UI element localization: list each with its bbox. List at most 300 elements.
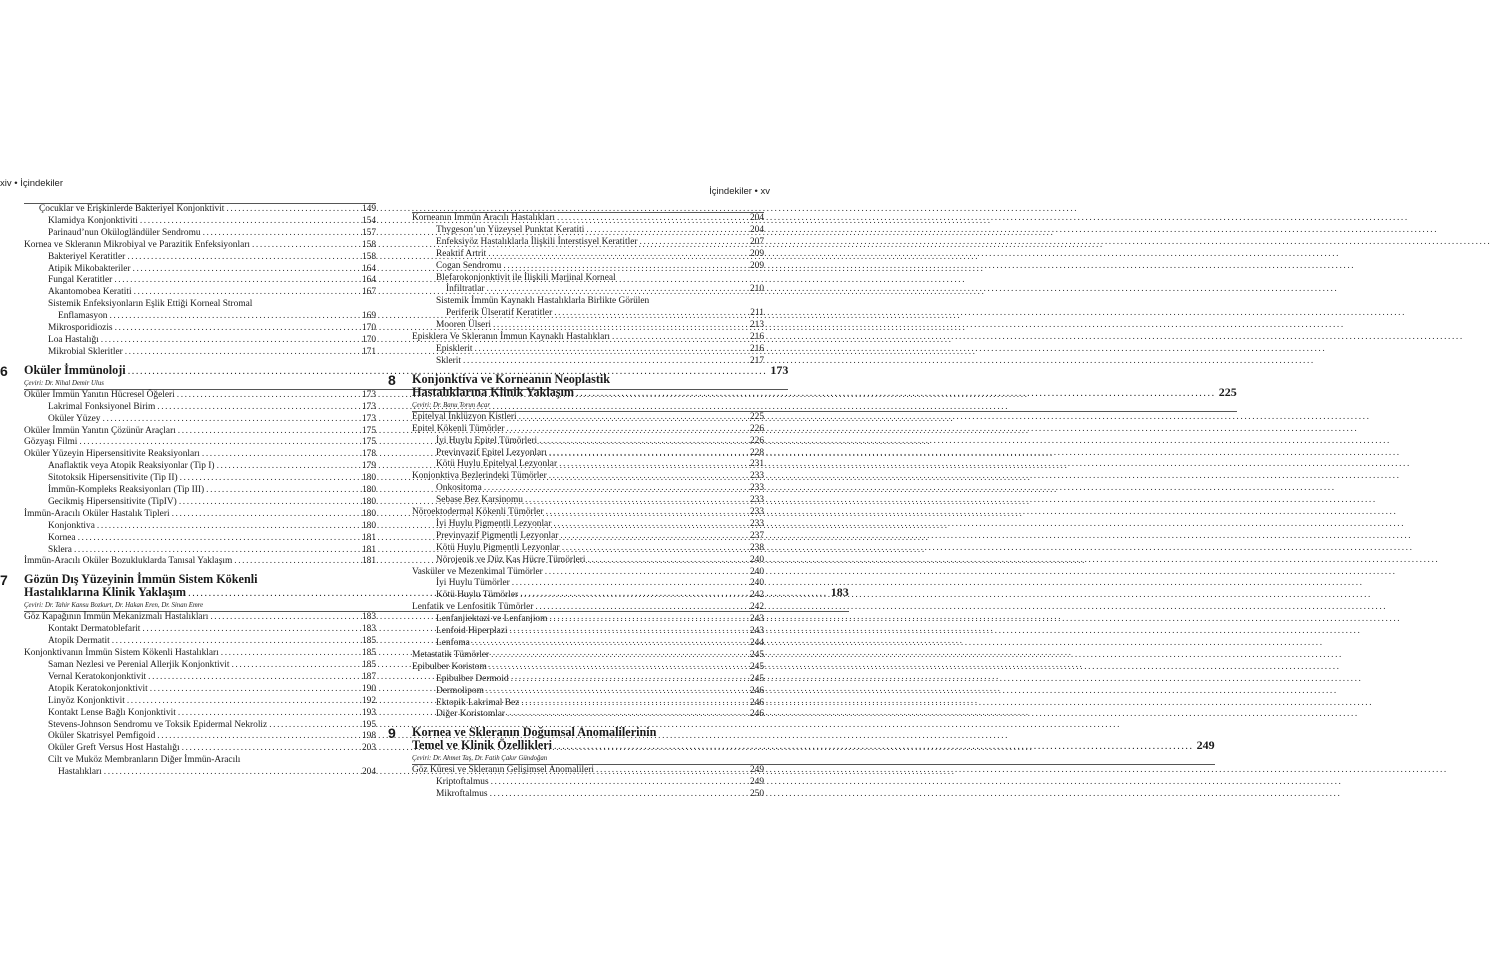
toc-entry[interactable] <box>412 495 764 507</box>
leader-dots <box>596 765 748 777</box>
leader-dots <box>269 720 360 732</box>
entry-title: Cogan Sendromu <box>436 260 502 271</box>
page-number: 198 <box>361 731 376 742</box>
entry-title: Hastalıkları <box>58 767 102 778</box>
toc-entry[interactable] <box>24 485 376 497</box>
toc-entry[interactable] <box>412 424 764 436</box>
chapter-9 <box>388 725 1215 801</box>
toc-entry[interactable] <box>412 308 764 320</box>
toc-entry[interactable] <box>412 567 764 579</box>
entry-title: İmmün-Aracılı Oküler Bozukluklarda Tanısal Yaklaşım <box>24 556 233 567</box>
page-number: 185 <box>361 660 376 670</box>
entry-title: Korneanın İmmün Aracılı Hastalıkları <box>412 213 555 223</box>
page-number: 250 <box>749 789 764 800</box>
translator-credit: Çeviri: Dr. Tahir Kansu Bozkurt, Dr. Hakan Eren, Dr. Sinan Emre <box>24 601 849 612</box>
toc-entry[interactable] <box>412 578 764 590</box>
leader-dots <box>535 602 748 614</box>
leader-dots <box>549 614 748 626</box>
entry-title: Anaflaktik veya Atopik Reaksiyonlar (Tip I) <box>48 461 215 472</box>
entry-title: Nörojenik ve Düz Kas Hücre Tümörleri <box>436 554 586 565</box>
toc-entry[interactable] <box>24 660 376 672</box>
toc-entry[interactable] <box>412 614 764 626</box>
toc-entry[interactable] <box>24 347 376 359</box>
leader-dots <box>203 228 360 240</box>
toc-entry[interactable] <box>24 216 376 228</box>
page-number: 204 <box>361 767 376 778</box>
entry-title: Fungal Keratitler <box>48 275 113 286</box>
toc-entry[interactable] <box>24 203 376 216</box>
toc-entry[interactable] <box>24 414 376 426</box>
toc-entry[interactable] <box>24 533 376 545</box>
page-number: 157 <box>361 227 376 238</box>
toc-entry[interactable] <box>24 287 376 299</box>
leader-dots <box>507 424 748 436</box>
toc-entry[interactable] <box>24 461 376 473</box>
toc-entry[interactable] <box>412 436 764 448</box>
leader-dots <box>221 648 360 660</box>
entry-title: Oküler Yüzeyin Hipersensitivite Reaksiyonları <box>24 449 200 460</box>
entry-title: Lenfoma <box>436 638 470 648</box>
leader-dots <box>210 612 360 624</box>
toc-entry[interactable] <box>412 237 764 249</box>
page-number: 228 <box>749 447 764 458</box>
page-number: 209 <box>749 248 764 259</box>
entry-title: Oküler İmmün Yanıtın Hücresel Öğeleri <box>24 389 175 400</box>
toc-entry[interactable] <box>412 332 764 344</box>
toc-entry[interactable] <box>412 698 764 710</box>
toc-entry[interactable] <box>24 473 376 485</box>
page-number: 185 <box>361 636 376 647</box>
chapter-page: 225 <box>1218 384 1237 399</box>
page-number: 231 <box>749 459 764 470</box>
chapter-number: 8 <box>388 371 396 388</box>
entry-title: Atopik Keratokonjonktivit <box>48 683 148 694</box>
page-number: 246 <box>749 685 764 696</box>
entry-title: Enflamasyon <box>58 311 108 322</box>
toc-entry[interactable] <box>412 483 764 495</box>
leader-dots <box>493 320 748 332</box>
leader-dots <box>178 426 360 438</box>
page-number: 178 <box>361 449 376 460</box>
leader-dots <box>179 497 360 509</box>
leader-dots <box>234 556 360 568</box>
toc-entry-line[interactable]: Sistemik Enfeksiyonların Eşlik Ettiği Korneal Stromal <box>48 299 253 310</box>
leader-dots <box>539 436 748 448</box>
leader-dots <box>559 459 748 471</box>
running-head-right: İçindekiler • xv <box>709 186 770 197</box>
entry-title: Previnvazif Pigmentli Lezyonlar <box>436 530 559 541</box>
running-head-left: xiv • İçindekiler <box>0 178 63 189</box>
toc-entry[interactable] <box>24 275 376 287</box>
entry-title: Vasküler ve Mezenkimal Tümörler <box>412 566 543 577</box>
toc-entry[interactable] <box>24 612 376 624</box>
chapter-title: Konjonktiva ve Korneanın Neoplastik <box>412 371 611 386</box>
entry-title: İmmün-Kompleks Reaksiyonları (Tip III) <box>48 485 205 496</box>
toc-entry[interactable] <box>24 672 376 684</box>
page-number: 238 <box>749 542 764 553</box>
page-number: 180 <box>361 473 376 484</box>
toc-entry[interactable] <box>24 636 376 648</box>
page-number: 149 <box>361 204 376 214</box>
page-number: 246 <box>749 697 764 708</box>
page-number: 217 <box>749 355 764 366</box>
entry-title: Dermolipom <box>436 685 484 696</box>
page-number: 175 <box>361 437 376 448</box>
leader-dots <box>178 708 360 720</box>
entry-title: Göz Kapağının İmmün Mekanizmalı Hastalıkları <box>24 612 209 623</box>
leader-dots <box>97 521 360 533</box>
leader-dots <box>553 519 748 531</box>
chapter-heading[interactable] <box>388 725 1215 765</box>
leader-dots <box>177 390 360 402</box>
toc-entry[interactable] <box>24 449 376 461</box>
page-number: 246 <box>749 709 764 720</box>
toc-entry[interactable] <box>412 765 764 777</box>
page-number: 183 <box>361 624 376 635</box>
toc-entry[interactable] <box>412 590 764 602</box>
entry-title: Konjonktiva <box>48 520 95 531</box>
toc-entry[interactable] <box>24 545 376 557</box>
entry-title: Mikrosporidiozis <box>48 323 113 334</box>
page-number: 203 <box>361 743 376 754</box>
toc-entry[interactable] <box>412 789 764 801</box>
leader-dots <box>521 698 748 710</box>
entry-title: Lenfatik ve Lenfositik Tümörler <box>412 602 534 613</box>
page-number: 233 <box>749 518 764 529</box>
entry-title: Loa Hastalığı <box>48 334 99 345</box>
entry-title: Kriptoftalmus <box>436 777 489 788</box>
page-number: 233 <box>749 507 764 518</box>
leader-dots <box>172 509 360 521</box>
toc-entry[interactable] <box>24 311 376 323</box>
leader-dots <box>217 461 360 473</box>
toc-entry[interactable] <box>24 708 376 720</box>
page-number: 204 <box>749 213 764 223</box>
page-number: 216 <box>749 332 764 343</box>
leader-dots <box>519 412 748 424</box>
entry-title: İyi Huylu Epitel Tümörleri <box>436 435 538 446</box>
toc-entry[interactable] <box>412 662 764 674</box>
toc-entry[interactable] <box>412 448 764 460</box>
toc-entry[interactable] <box>24 720 376 732</box>
toc-entry[interactable] <box>412 284 764 296</box>
entry-title: Oküler Skatrisyel Pemfigoid <box>48 731 156 742</box>
toc-entry[interactable] <box>412 519 764 531</box>
leader-dots <box>79 437 360 449</box>
entry-title: Thygeson’un Yüzeysel Punktat Keratiti <box>436 224 585 235</box>
leader-dots <box>115 323 360 335</box>
toc-entry[interactable] <box>412 531 764 543</box>
page-number: 167 <box>361 287 376 298</box>
entry-title: Linyöz Konjonktivit <box>48 695 125 706</box>
entry-title: Onkositoma <box>436 483 482 494</box>
page-number: 245 <box>749 661 764 672</box>
page-number: 245 <box>749 673 764 684</box>
page-number: 204 <box>749 224 764 235</box>
page-number: 209 <box>749 260 764 271</box>
toc-entry[interactable] <box>412 777 764 789</box>
entry-title: Sebase Bez Karsinomu <box>436 495 523 506</box>
toc-entry[interactable] <box>412 555 764 567</box>
chapter-title-text: Hastalıklarına Klinik Yaklaşım <box>24 585 187 600</box>
page-number: 181 <box>361 556 376 567</box>
toc-entry[interactable] <box>412 650 764 662</box>
leader-dots <box>472 638 748 650</box>
page-number: 192 <box>361 695 376 706</box>
toc-entry[interactable] <box>412 507 764 519</box>
leader-dots <box>157 402 360 414</box>
entry-title: Sklerit <box>436 355 461 366</box>
chapter-title-block <box>412 373 1237 412</box>
toc-entry[interactable] <box>412 686 764 698</box>
entry-title: Periferik Ülseratif Keratitler <box>446 308 553 319</box>
leader-dots <box>510 626 748 638</box>
leader-dots <box>180 473 360 485</box>
leader-dots <box>554 308 748 320</box>
toc-entry[interactable] <box>412 638 764 650</box>
chapter-title-text: Oküler İmmünoloji <box>24 362 126 377</box>
leader-dots <box>157 731 360 743</box>
page-number: 181 <box>361 544 376 555</box>
leader-dots <box>560 531 748 543</box>
page-number: 158 <box>361 239 376 250</box>
toc-entry[interactable] <box>24 648 376 660</box>
page-number: 170 <box>361 334 376 345</box>
page-number: 207 <box>749 236 764 247</box>
leader-dots <box>114 275 360 287</box>
toc-entry[interactable] <box>24 390 376 402</box>
entry-title: Epibulber Koristom <box>412 661 487 672</box>
page-number: 175 <box>361 425 376 436</box>
page-number: 169 <box>361 311 376 322</box>
page-number: 237 <box>749 530 764 541</box>
toc-entry[interactable] <box>412 212 764 225</box>
chapter-page: 249 <box>1196 738 1215 753</box>
leader-dots <box>503 261 748 273</box>
leader-dots <box>554 740 1194 753</box>
toc-entry[interactable] <box>24 252 376 264</box>
entry-title: Kötü Huylu Epitelyal Lezyonlar <box>436 459 558 470</box>
toc-entry[interactable] <box>412 709 764 721</box>
page-number: 164 <box>361 275 376 286</box>
entry-title: Klamidya Konjonktiviti <box>48 215 138 226</box>
chapter-title: Gözün Dış Yüzeyinin İmmün Sistem Kökenli <box>24 572 258 587</box>
leader-dots <box>231 660 359 672</box>
page-number: 180 <box>361 508 376 519</box>
chapter-title: Kornea ve Skleranın Doğumsal Anomalilerinin <box>412 725 657 740</box>
entry-title: Bakteriyel Keratitler <box>48 251 126 262</box>
chapter-page: 173 <box>770 362 789 377</box>
entry-title: Stevens-Johnson Sendromu ve Toksik Epidermal Nekroliz <box>48 719 268 730</box>
entry-title: Kontakt Lense Bağlı Konjonktivit <box>48 707 176 718</box>
entry-title: Sitotoksik Hipersensitivite (Tip II) <box>48 473 178 484</box>
toc-entry[interactable] <box>24 509 376 521</box>
leader-dots <box>127 252 360 264</box>
page-number: 244 <box>749 638 764 648</box>
toc-entry[interactable] <box>24 556 376 568</box>
leader-dots <box>588 555 748 567</box>
toc-entry[interactable] <box>412 459 764 471</box>
leader-dots <box>486 686 748 698</box>
leader-dots <box>125 347 360 359</box>
entry-title: Epitel Kökenli Tümörler <box>412 423 505 434</box>
toc-entry[interactable] <box>24 402 376 414</box>
leader-dots <box>489 662 748 674</box>
translator-credit: Çeviri: Dr. Nihal Demir Ulus <box>24 379 788 390</box>
toc-entry[interactable] <box>24 521 376 533</box>
leader-dots <box>182 743 360 755</box>
entry-title: Mikroftalmus <box>436 789 488 800</box>
page-number: 233 <box>749 471 764 482</box>
toc-entry-line[interactable]: Blefarokonjonktivit ile İlişkili Marjinal Korneal <box>436 272 616 283</box>
entry-title: Kötü Huylu Pigmentli Lezyonlar <box>436 542 560 553</box>
page-number: 173 <box>361 401 376 412</box>
page-number: 183 <box>361 612 376 623</box>
entry-title: Episklerit <box>436 343 473 354</box>
page-number: 179 <box>361 461 376 472</box>
entry-title: Konjonktivanın İmmün Sistem Kökenli Hastalıkları <box>24 648 219 659</box>
entry-title: Kornea ve Skleranın Mikrobiyal ve Parazitik Enfeksiyonları <box>24 239 250 250</box>
toc-entry[interactable] <box>24 264 376 276</box>
page-number: 187 <box>361 671 376 682</box>
chapter-number: 6 <box>0 362 8 379</box>
toc-entry-line[interactable]: Cilt ve Muköz Membranların Diğer İmmün-Aracılı <box>48 755 241 766</box>
toc-entry-line[interactable]: Sistemik İmmün Kaynaklı Hastalıklarla Birlikte Görülen <box>436 296 650 307</box>
toc-entry[interactable] <box>412 543 764 555</box>
entry-title: Atopik Dermatit <box>48 636 110 647</box>
toc-entry[interactable] <box>24 228 376 240</box>
page-number: 170 <box>361 323 376 334</box>
page-number: 173 <box>361 389 376 400</box>
toc-entry[interactable] <box>412 249 764 261</box>
toc-entry[interactable] <box>24 624 376 636</box>
leader-dots <box>148 672 360 684</box>
page-number: 180 <box>361 520 376 531</box>
entry-title: Oküler İmmün Yanıtın Çözünür Araçları <box>24 425 176 436</box>
toc-entry[interactable] <box>412 261 764 273</box>
toc-entry[interactable] <box>412 356 764 368</box>
entry-title: Akantomobea Keratiti <box>48 287 132 298</box>
page-number: 216 <box>749 343 764 354</box>
entry-title: Kötü Huylu Tümörler <box>436 590 519 601</box>
leader-dots <box>562 543 748 555</box>
toc-entry[interactable] <box>412 602 764 614</box>
leader-dots <box>546 507 748 519</box>
leader-dots <box>109 311 359 323</box>
toc-entry[interactable] <box>24 497 376 509</box>
leader-dots <box>474 344 747 356</box>
entry-title: Sklera <box>48 544 72 555</box>
toc-entry[interactable] <box>24 743 376 755</box>
entry-title: Atipik Mikobakteriler <box>48 263 131 274</box>
leader-dots <box>507 709 748 721</box>
entry-title: Epitelyal İnklüzyon Kistleri <box>412 411 517 422</box>
toc-entry[interactable] <box>24 335 376 347</box>
toc-entry[interactable] <box>24 767 376 779</box>
entry-title: Mooren Ülseri <box>436 320 491 331</box>
toc-entry[interactable] <box>412 674 764 686</box>
leader-dots <box>74 545 360 557</box>
entry-title: Diğer Koristomlar <box>436 709 505 720</box>
toc-entry[interactable] <box>412 412 764 424</box>
leader-dots <box>525 495 748 507</box>
page-number: 249 <box>749 777 764 788</box>
page-number: 233 <box>749 483 764 494</box>
leader-dots <box>206 485 360 497</box>
chapter-heading[interactable] <box>388 371 1237 412</box>
toc-entry[interactable] <box>412 344 764 356</box>
leader-dots <box>586 225 748 237</box>
leader-dots <box>511 674 748 686</box>
page-number: 173 <box>361 413 376 424</box>
translator-credit: Çeviri: Dr. Banu Torun Acar <box>412 401 1237 412</box>
page-number: 211 <box>750 308 764 319</box>
toc-entry[interactable] <box>24 426 376 438</box>
leader-dots <box>226 204 360 216</box>
translator-credit: Çeviri: Dr. Ahmet Taş, Dr. Fatih Çakır Gündoğan <box>412 754 1215 765</box>
entry-title: Vernal Keratokonjonktivit <box>48 671 147 682</box>
entry-title: Çocuklar ve Erişkinlerde Bakteriyel Konjonktivit <box>39 204 225 214</box>
page-number: 225 <box>749 411 764 422</box>
leader-dots <box>545 567 748 579</box>
entry-title: Parinaud’nun Okülogländüler Sendromu <box>48 227 201 238</box>
chapter-page: 183 <box>830 585 849 600</box>
page-number: 210 <box>749 284 764 295</box>
toc-entry[interactable] <box>24 323 376 335</box>
leader-dots <box>103 414 360 426</box>
leader-dots <box>112 636 360 648</box>
entry-title: Oküler Greft Versus Host Hastalığı <box>48 743 180 754</box>
entry-title: Episklera Ve Skleranın İmmun Kaynaklı Hastalıkları <box>412 332 610 343</box>
page-number: 240 <box>749 578 764 589</box>
toc-entry[interactable] <box>412 626 764 638</box>
entry-title: İyi Huylu Tümörler <box>436 578 510 589</box>
page-number: 180 <box>361 496 376 507</box>
entry-title: Epibulber Dermoid <box>436 673 509 684</box>
leader-dots <box>150 684 360 696</box>
toc-entry[interactable] <box>24 240 376 252</box>
leader-dots <box>487 284 748 296</box>
chapter-title <box>412 739 1215 753</box>
page-number: 226 <box>749 435 764 446</box>
toc-entry[interactable] <box>24 731 376 743</box>
leader-dots <box>127 696 360 708</box>
leader-dots <box>512 578 748 590</box>
entry-title: Ektopik Lakrimal Bez <box>436 697 520 708</box>
toc-entry[interactable] <box>24 437 376 449</box>
toc-entry[interactable] <box>412 471 764 483</box>
toc-entry[interactable] <box>412 320 764 332</box>
page-number: 245 <box>749 649 764 660</box>
entry-title: Metastatik Tümörler <box>412 649 490 660</box>
leader-dots <box>134 287 360 299</box>
entry-title: İnfiltratlar <box>446 284 485 295</box>
chapter-title-block <box>412 726 1215 765</box>
leader-dots <box>557 213 748 225</box>
page-number: 193 <box>361 707 376 718</box>
leader-dots <box>484 483 748 495</box>
chapter-number: 7 <box>0 572 8 589</box>
toc-entry[interactable] <box>24 684 376 696</box>
entry-title: Lenfanjiektazi ve Lenfanjiom <box>436 614 548 625</box>
page-number: 242 <box>749 590 764 601</box>
toc-entry[interactable] <box>24 696 376 708</box>
toc-entry[interactable] <box>412 225 764 237</box>
page-number: 243 <box>749 626 764 637</box>
page-number: 240 <box>749 554 764 565</box>
entry-title: Enfeksiyöz Hastalıklarla İlişkili İnterstisyel Keratitler <box>436 236 638 247</box>
page-number: 242 <box>749 602 764 613</box>
